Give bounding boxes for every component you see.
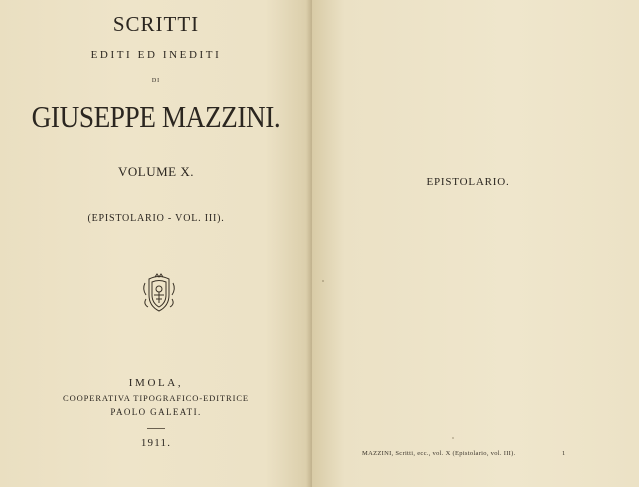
publisher-crest-icon: [140, 273, 178, 313]
imprint-publisher: COOPERATIVA TIPOGRAFICO-EDITRICE: [63, 393, 249, 403]
right-page: [312, 0, 639, 487]
series-note: (EPISTOLARIO - VOL. III).: [87, 213, 225, 224]
left-page: [0, 0, 312, 487]
book-subtitle: EDITI ED INEDITI: [90, 49, 222, 61]
imprint-city: IMOLA,: [128, 377, 184, 389]
connector-word: DI: [151, 78, 161, 84]
divider-rule: [147, 428, 165, 429]
paper-speck: [322, 280, 324, 282]
section-title: EPISTOLARIO.: [426, 176, 510, 188]
imprint-printer: PAOLO GALEATI.: [110, 407, 202, 417]
author-name: GIUSEPPE MAZZINI.: [31, 99, 281, 134]
imprint-year: 1911.: [140, 437, 172, 449]
volume-number: VOLUME X.: [118, 164, 194, 179]
book-title: SCRITTI: [112, 12, 200, 36]
paper-speck: [452, 437, 454, 439]
signature-number: 1: [562, 450, 566, 457]
signature-footer: MAZZINI, Scritti, ecc., vol. X (Epistolario, vol. III).: [362, 450, 516, 457]
